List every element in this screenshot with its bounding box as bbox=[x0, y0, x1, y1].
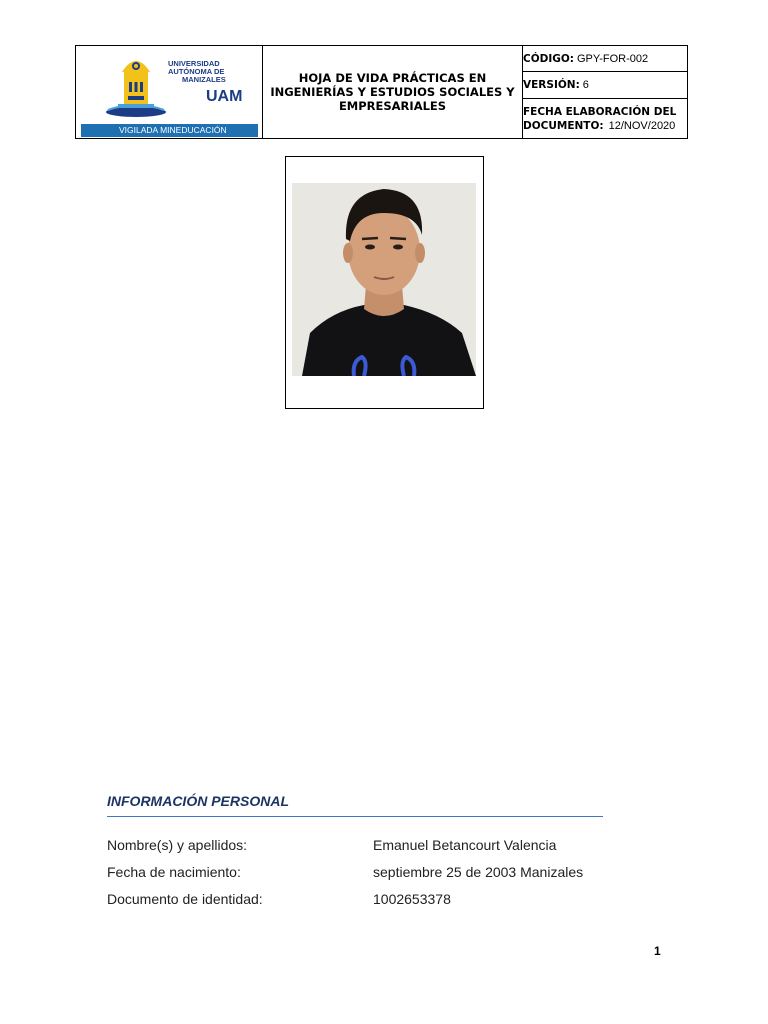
page-number: 1 bbox=[654, 944, 661, 958]
vigilada-banner: VIGILADA MINEDUCACIÓN bbox=[81, 124, 258, 137]
info-value: Emanuel Betancourt Valencia bbox=[373, 837, 557, 853]
profile-photo bbox=[292, 183, 476, 376]
info-label: Documento de identidad: bbox=[107, 891, 263, 907]
info-value: septiembre 25 de 2003 Manizales bbox=[373, 864, 584, 880]
document-meta bbox=[523, 46, 687, 138]
university-name: UNIVERSIDAD AUTÓNOMA DE MANIZALES bbox=[168, 59, 226, 84]
codigo-row: CÓDIGO: GPY-FOR-002 bbox=[523, 46, 687, 72]
document-header bbox=[75, 45, 688, 139]
section-divider bbox=[107, 816, 603, 817]
university-acronym: UAM bbox=[206, 88, 243, 105]
info-value: 1002653378 bbox=[373, 891, 451, 907]
info-label: Fecha de nacimiento: bbox=[107, 864, 241, 880]
fecha-row: FECHA ELABORACIÓN DEL DOCUMENTO: 12/NOV/2020 bbox=[523, 105, 677, 132]
university-building-icon bbox=[106, 52, 166, 118]
university-logo-cell bbox=[76, 46, 263, 138]
section-title-personal: INFORMACIÓN PERSONAL bbox=[107, 793, 289, 809]
version-row: VERSIÓN: 6 bbox=[523, 72, 687, 99]
info-label: Nombre(s) y apellidos: bbox=[107, 837, 248, 853]
document-title: HOJA DE VIDA PRÁCTICAS EN INGENIERÍAS Y ESTUDIOS SOCIALES Y EMPRESARIALES bbox=[263, 46, 523, 138]
